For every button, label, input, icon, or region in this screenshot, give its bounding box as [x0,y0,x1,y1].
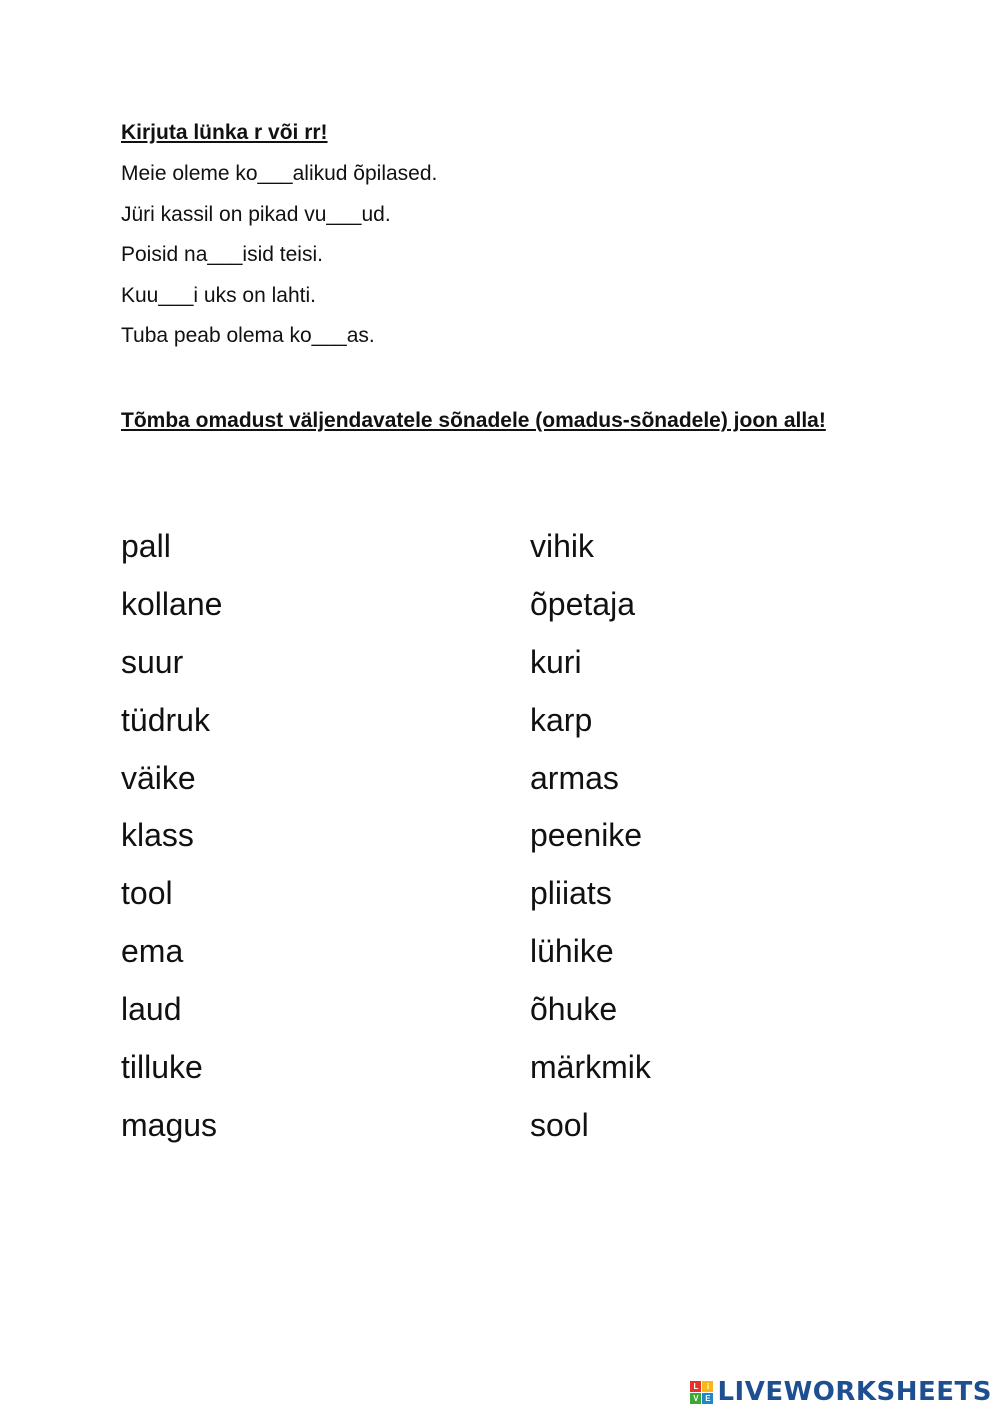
word-item[interactable]: kollane [121,585,223,622]
section1-heading: Kirjuta lünka r või rr! [121,121,328,144]
liveworksheets-watermark [690,1377,992,1407]
left-word-column [121,524,222,1161]
word-item[interactable]: õpetaja [530,585,635,622]
word-item[interactable]: kuri [530,643,582,680]
word-item[interactable]: karp [530,701,593,738]
word-item[interactable]: magus [121,1106,218,1143]
word-item[interactable]: tool [121,875,173,912]
word-item[interactable]: laud [121,991,182,1028]
sentence-1: Meie oleme ko___alikud õpilased. [121,162,438,185]
word-item[interactable]: lühike [530,933,614,970]
word-item[interactable]: vihik [530,528,595,564]
word-item[interactable]: pliiats [530,875,612,912]
logo-tile: i [702,1381,713,1392]
sentence-5: Tuba peab olema ko___as. [121,324,375,347]
sentence-3: Poisid na___isid teisi. [121,243,323,266]
liveworksheets-logo-icon [690,1381,713,1404]
word-item[interactable]: armas [530,759,619,796]
word-item[interactable]: õhuke [530,991,618,1028]
logo-tile: E [702,1393,713,1404]
word-item[interactable]: sool [530,1106,589,1143]
word-item[interactable]: pall [121,528,171,564]
logo-tile: V [690,1393,701,1404]
word-item[interactable]: tüdruk [121,701,210,738]
word-item[interactable]: tilluke [121,1049,203,1086]
word-item[interactable]: peenike [530,817,643,854]
section2-heading: Tõmba omadust väljendavatele sõnadele (omadus-sõnadele) joon alla! [121,409,826,432]
word-item[interactable]: väike [121,759,196,796]
sentence-2: Jüri kassil on pikad vu___ud. [121,202,391,226]
word-item[interactable]: märkmik [530,1049,651,1086]
word-item[interactable]: klass [121,817,194,854]
word-item[interactable]: suur [121,643,184,680]
sentence-4: Kuu___i uks on lahti. [121,283,316,307]
logo-tile: L [690,1381,701,1392]
word-item[interactable]: ema [121,933,184,970]
right-word-column [530,524,651,1161]
sentence-list [121,160,437,363]
watermark-text: LIVEWORKSHEETS [717,1377,992,1407]
